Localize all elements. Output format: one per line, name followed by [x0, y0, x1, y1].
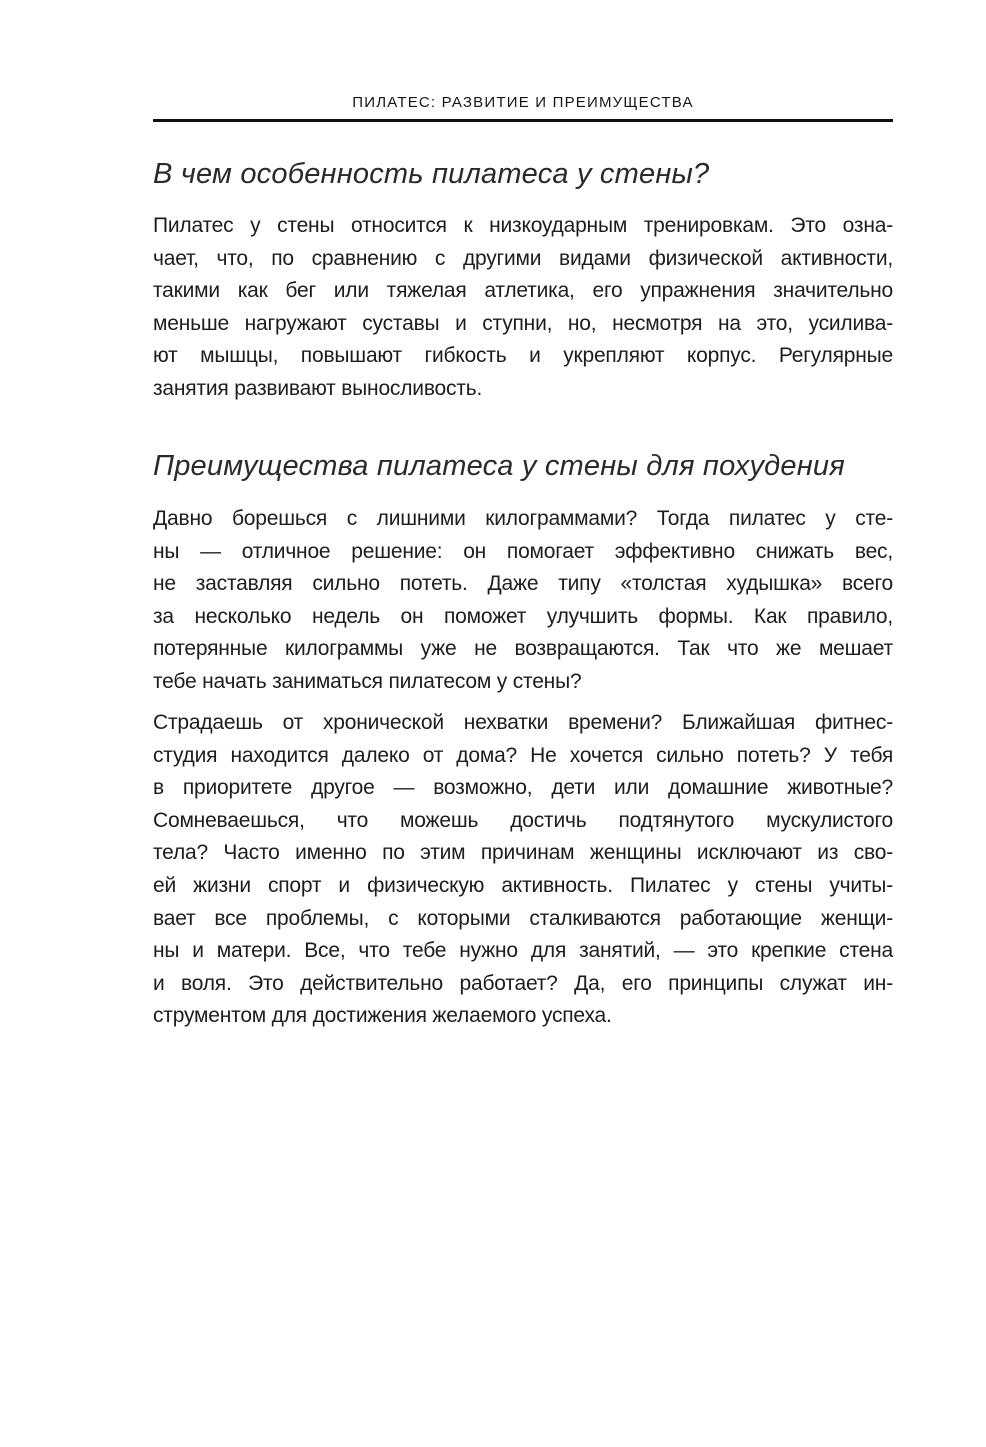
text-line: такими как бег или тяжелая атлетика, его упражнения значительно: [153, 279, 893, 303]
text-line: Пилатес у стены относится к низкоударным тренировкам. Это озна-: [153, 214, 893, 237]
text-line: струментом для достижения желаемого успеха.: [153, 1004, 612, 1028]
text-line: Страдаешь от хронической нехватки времени? Ближайшая фитнес-: [153, 711, 893, 734]
text-line: меньше нагружают суставы и ступни, но, несмотря на это, усилива-: [153, 311, 893, 335]
text-line: ют мышцы, повышают гибкость и укрепляют корпус. Регулярные: [153, 344, 893, 368]
text-line: не заставляя сильно потеть. Даже типу «толстая худышка» всего: [153, 572, 893, 596]
text-line: потерянные килограммы уже не возвращаются. Так что же мешает: [153, 637, 893, 661]
text-line: ны — отличное решение: он помогает эффективно снижать вес,: [153, 539, 893, 563]
paragraph-benefits-1: [153, 503, 893, 699]
paragraph-features: [153, 210, 893, 406]
section-heading-features: В чем особенность пилатеса у стены?: [153, 158, 710, 190]
text-line: Сомневаешься, что можешь достичь подтянутого мускулистого: [153, 808, 893, 832]
text-line: в приоритете другое — возможно, дети или домашние животные?: [153, 776, 893, 800]
running-header: ПИЛАТЕС: РАЗВИТИЕ И ПРЕИМУЩЕСТВА: [352, 94, 694, 111]
text-line: Давно борешься с лишними килограммами? Тогда пилатес у сте-: [153, 507, 893, 530]
section-heading-benefits: Преимущества пилатеса у стены для похудения: [153, 450, 845, 482]
header-rule: [153, 119, 893, 122]
paragraph-benefits-2: [153, 707, 893, 1033]
text-line: тебе начать заниматься пилатесом у стены?: [153, 669, 582, 693]
text-line: чает, что, по сравнению с другими видами физической активности,: [153, 246, 893, 270]
text-line: вает все проблемы, с которыми сталкиваются работающие женщи-: [153, 906, 893, 930]
text-line: студия находится далеко от дома? Не хочется сильно потеть? У тебя: [153, 743, 893, 767]
text-line: и воля. Это действительно работает? Да, его принципы служат ин-: [153, 971, 893, 995]
text-line: ей жизни спорт и физическую активность. Пилатес у стены учиты-: [153, 873, 893, 897]
text-line: за несколько недель он поможет улучшить формы. Как правило,: [153, 604, 893, 628]
text-line: ны и матери. Все, что тебе нужно для занятий, — это крепкие стена: [153, 939, 893, 963]
text-line: занятия развивают выносливость.: [153, 376, 483, 400]
text-line: тела? Часто именно по этим причинам женщины исключают из сво-: [153, 841, 893, 865]
